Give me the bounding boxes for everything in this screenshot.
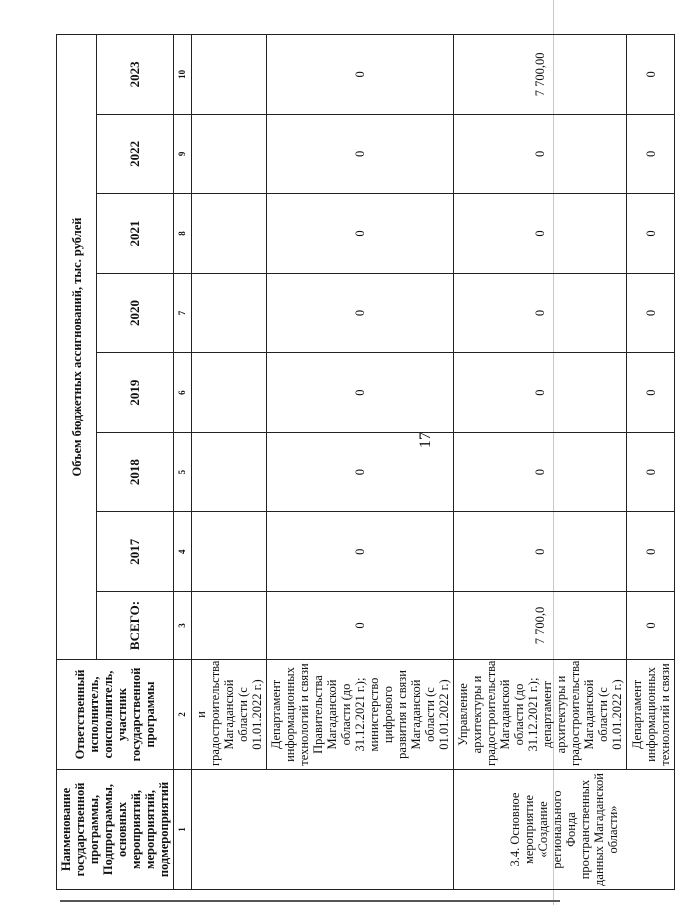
col-number: 9: [174, 114, 192, 194]
col-number: 2: [174, 660, 192, 770]
header-year: 2020: [97, 273, 174, 353]
header-year: 2019: [97, 353, 174, 433]
header-executor: Ответственный исполнитель, соисполнитель, участник государственной программы: [57, 660, 174, 770]
budget-table-container: [56, 34, 672, 890]
row-executor-cell: Департамент информационных технологий и связи: [627, 660, 675, 770]
header-year: 2017: [97, 512, 174, 592]
row-value-cell: 0: [267, 273, 454, 353]
header-year: 2022: [97, 114, 174, 194]
scan-bottom-line: [60, 900, 560, 902]
col-number: 1: [174, 770, 192, 890]
row-value-cell: [192, 353, 267, 433]
row-value-cell: 7 700,00: [454, 35, 627, 115]
row-executor-cell: Управление архитектуры и градостроительства Магаданской области (до 31.12.2021 г.); департамент архитектуры и градостроительства Магаданской области (с 01.01.2022 г.): [454, 660, 627, 770]
row-value-cell: [192, 273, 267, 353]
row-value-cell: 0: [627, 273, 675, 353]
header-budget: Объем бюджетных ассигнований, тыс. рублей: [57, 35, 97, 660]
row-executor-cell: и градостроительства Магаданской области (с 01.01.2022 г.): [192, 660, 267, 770]
row-value-cell: 0: [267, 592, 454, 660]
header-row-1: [57, 35, 97, 890]
table-row: [267, 35, 454, 890]
col-number: 5: [174, 432, 192, 512]
row-value-cell: 0: [627, 432, 675, 512]
row-value-cell: 0: [267, 512, 454, 592]
header-year: 2018: [97, 432, 174, 512]
row-value-cell: [192, 194, 267, 274]
row-value-cell: 0: [267, 35, 454, 115]
row-value-cell: [192, 432, 267, 512]
row-value-cell: 0: [454, 194, 627, 274]
table-row: [192, 35, 267, 890]
row-value-cell: 0: [454, 273, 627, 353]
row-value-cell: 0: [454, 353, 627, 433]
row-value-cell: 0: [627, 35, 675, 115]
row-value-cell: 0: [454, 114, 627, 194]
col-number: 6: [174, 353, 192, 433]
row-name-cell: 3.4. Основное мероприятие «Создание регионального Фонда пространственных данных Магаданской области»: [454, 770, 675, 890]
row-value-cell: 0: [627, 512, 675, 592]
row-value-cell: 0: [627, 194, 675, 274]
table-row: [627, 35, 675, 890]
row-value-cell: [192, 114, 267, 194]
row-value-cell: 0: [627, 592, 675, 660]
row-executor-cell: Департамент информационных технологий и связи Правительства Магаданской области (до 31.12.2021 г.); министерство цифрового развития и связи Магаданской области (с 01.01.2022 г.): [267, 660, 454, 770]
col-number: 7: [174, 273, 192, 353]
col-number: 4: [174, 512, 192, 592]
table-row: [454, 35, 627, 890]
row-value-cell: 0: [267, 432, 454, 512]
col-number: 8: [174, 194, 192, 274]
row-value-cell: 0: [627, 114, 675, 194]
row-value-cell: [192, 35, 267, 115]
row-value-cell: 0: [267, 114, 454, 194]
page-number: 17: [417, 432, 434, 448]
row-value-cell: [192, 592, 267, 660]
row-value-cell: 0: [454, 512, 627, 592]
rotated-table-area: [56, 34, 672, 890]
header-year: 2021: [97, 194, 174, 274]
row-value-cell: 0: [627, 353, 675, 433]
budget-table: [56, 34, 675, 890]
header-total: ВСЕГО:: [97, 592, 174, 660]
col-number: 3: [174, 592, 192, 660]
row-value-cell: [192, 512, 267, 592]
row-value-cell: 0: [454, 432, 627, 512]
row-value-cell: 7 700,0: [454, 592, 627, 660]
header-name: Наименование государственной программы, Подпрограммы, основных мероприятий, мероприятий, подмероприятий: [57, 770, 174, 890]
row-value-cell: 0: [267, 194, 454, 274]
column-number-row: [174, 35, 192, 890]
row-value-cell: 0: [267, 353, 454, 433]
col-number: 10: [174, 35, 192, 115]
header-year: 2023: [97, 35, 174, 115]
row-name-cell: [192, 770, 454, 890]
